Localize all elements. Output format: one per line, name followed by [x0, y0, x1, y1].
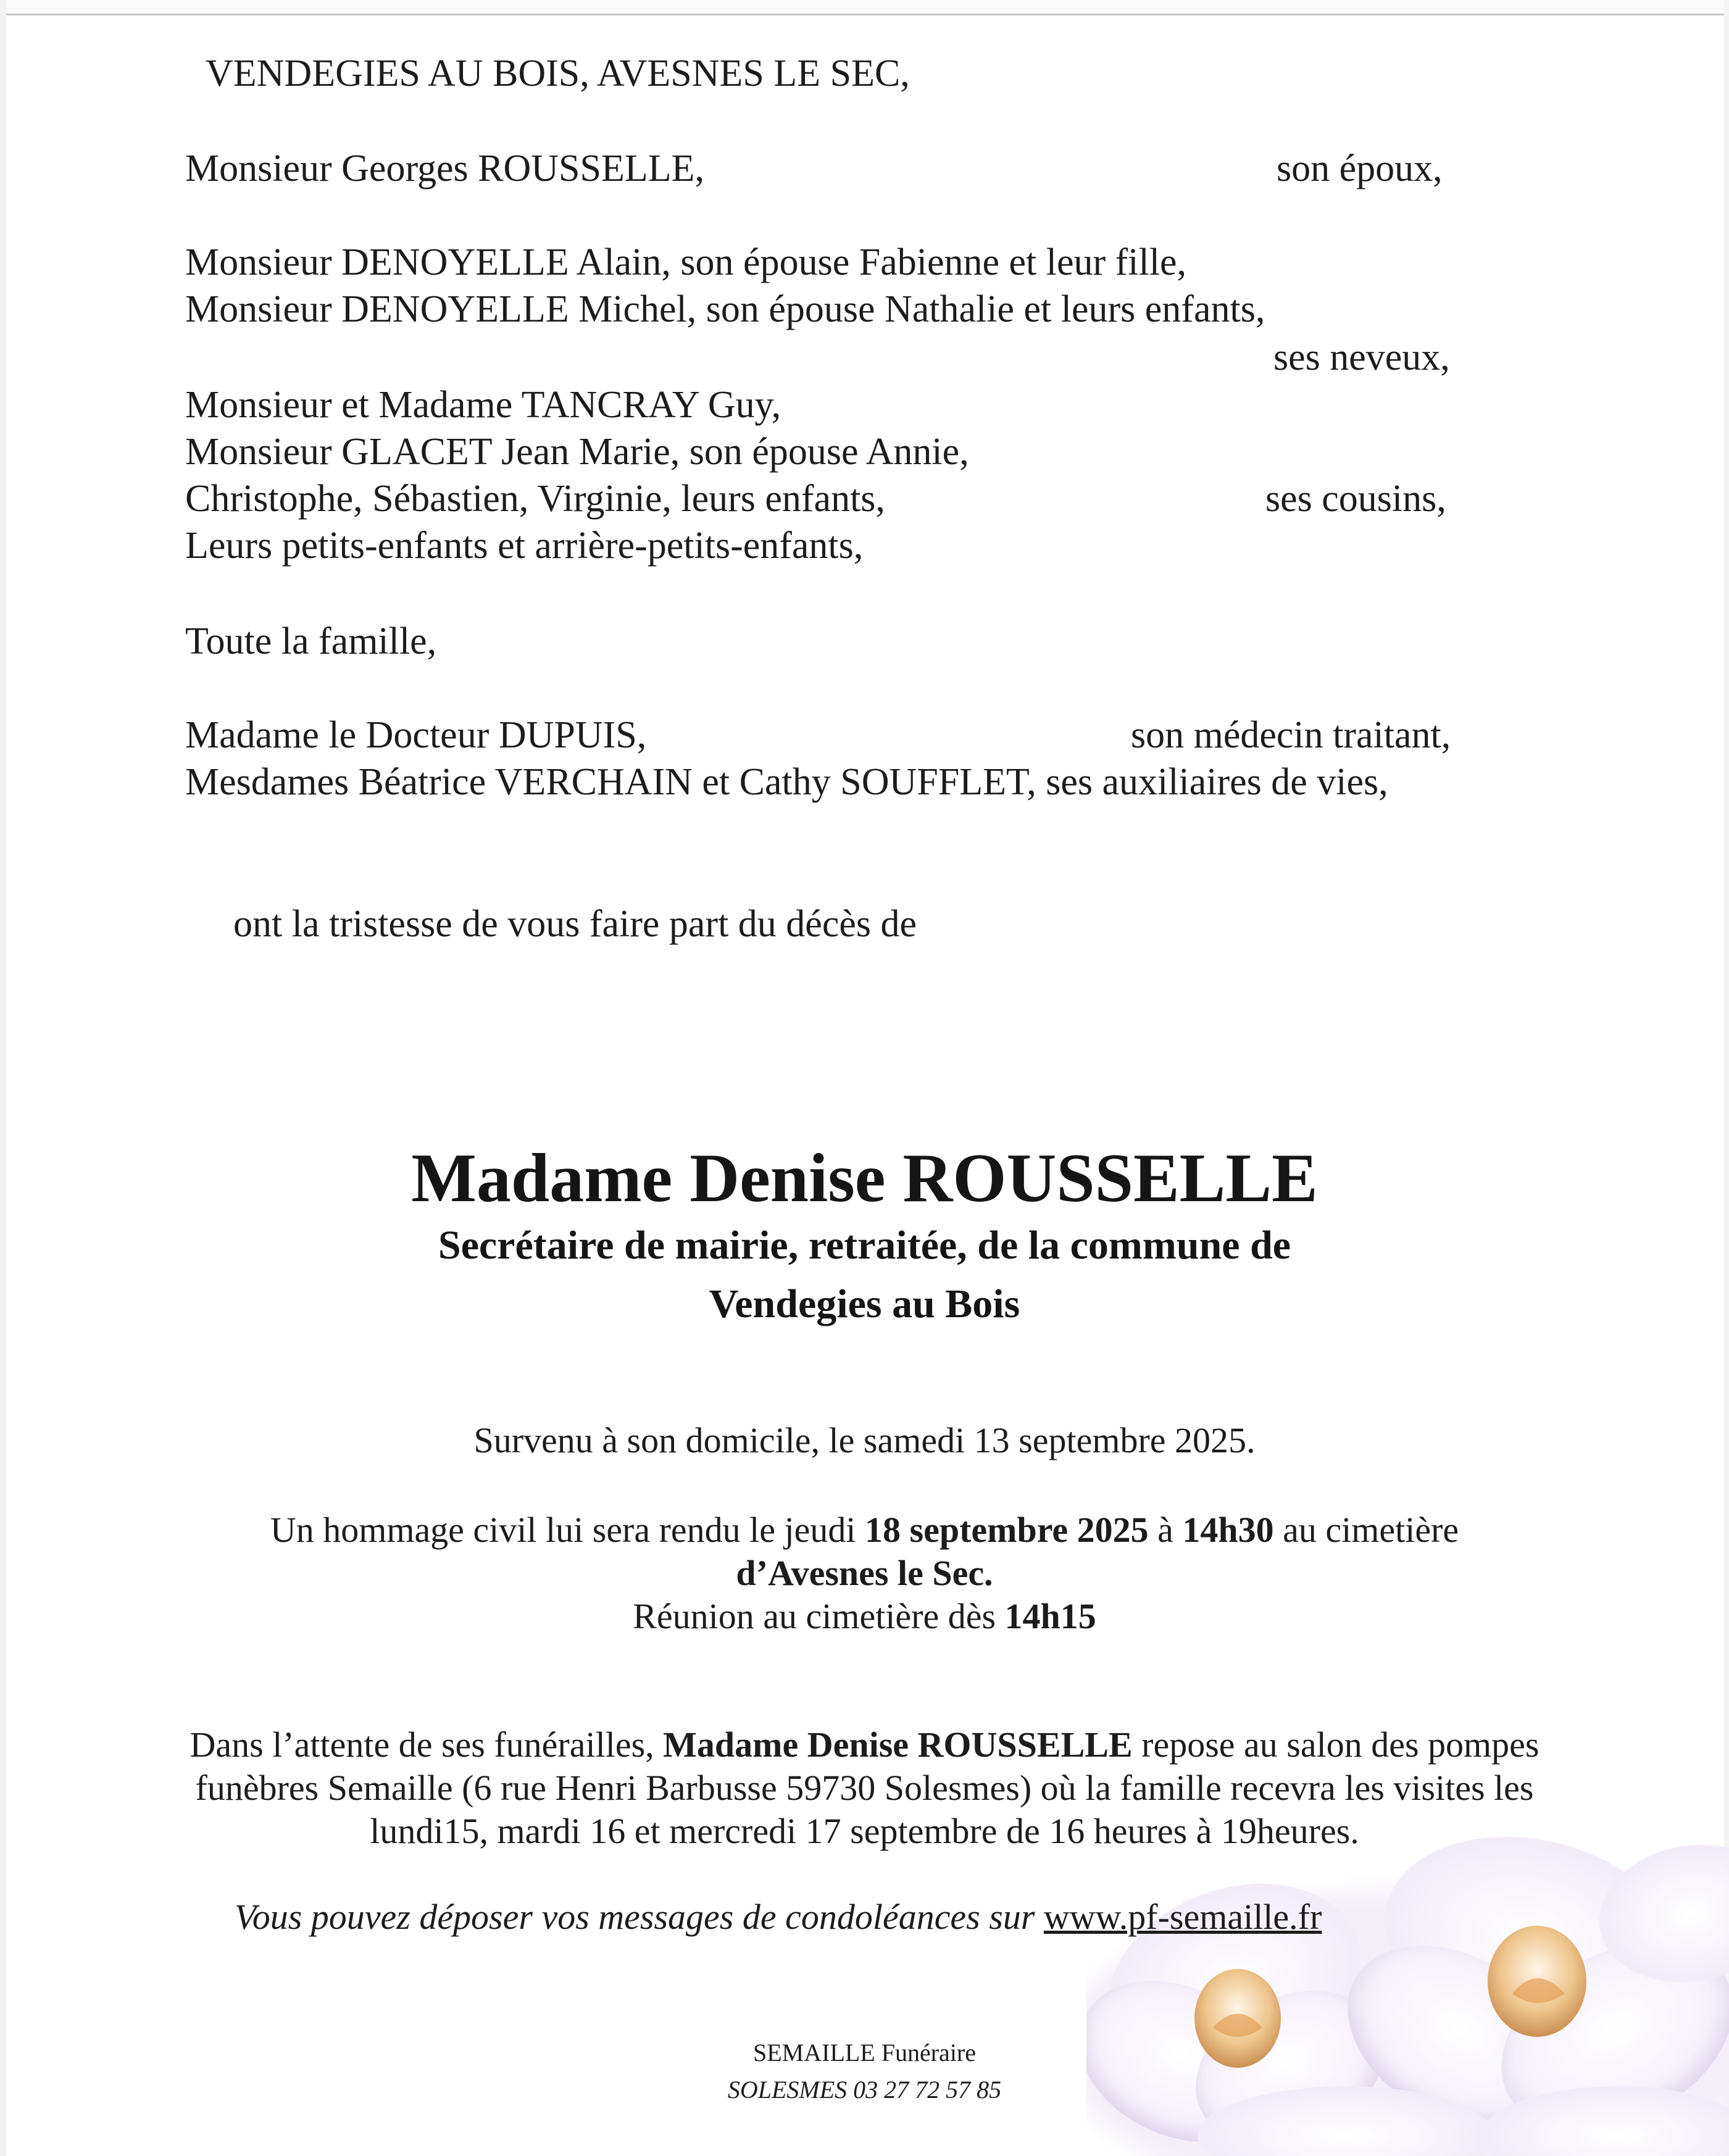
ceremony-time: 14h30 — [1182, 1510, 1274, 1550]
ceremony-text-before: Un hommage civil lui sera rendu le jeudi — [270, 1510, 865, 1550]
condolences-line — [0, 1896, 1556, 1937]
ceremony-text-mid: à — [1148, 1510, 1183, 1550]
rest-text-before: Dans l’attente de ses funérailles, — [190, 1725, 664, 1765]
condolences-link[interactable]: www.pf-semaille.fr — [1043, 1897, 1322, 1937]
scan-left-edge — [0, 0, 6, 2156]
gathering-line — [86, 1596, 1643, 1637]
deceased-title-text-2: Vendegies au Bois — [709, 1281, 1020, 1326]
footer-contact-text: SOLESMES 03 27 72 57 85 — [727, 2076, 1002, 2104]
deceased-title-text-1: Secrétaire de mairie, retraitée, de la commune de — [438, 1223, 1291, 1268]
locality-header: VENDEGIES AU BOIS, AVESNES LE SEC, — [206, 52, 910, 94]
carers-line: Mesdames Béatrice VERCHAIN et Cathy SOUFFLET, ses auxiliaires de vies, — [185, 761, 1388, 803]
ceremony-line — [86, 1509, 1643, 1550]
rest-deceased-name: Madame Denise ROUSSELLE — [663, 1725, 1133, 1765]
spouse-relation: son époux, — [1277, 148, 1443, 189]
ceremony-date: 18 septembre 2025 — [865, 1510, 1149, 1550]
footer-company-text: SEMAILLE Funéraire — [752, 2039, 976, 2067]
scan-top-edge — [0, 0, 1729, 15]
gathering-text: Réunion au cimetière dès — [633, 1596, 1005, 1636]
orchid-flowers — [1086, 1815, 1729, 2156]
ceremony-place: d’Avesnes le Sec. — [736, 1553, 993, 1593]
deceased-title-line-1 — [86, 1222, 1643, 1269]
cousin-line-4: Leurs petits-enfants et arrière-petits-enfants, — [185, 525, 864, 567]
ceremony-place-line — [86, 1552, 1643, 1594]
deceased-title-line-2 — [86, 1281, 1643, 1328]
nephews-relation: ses neveux, — [1273, 336, 1450, 378]
deceased-name — [86, 1139, 1643, 1218]
rest-text-after: repose au salon des pompes — [1132, 1725, 1539, 1765]
rest-text-3: lundi15, mardi 16 et mercredi 17 septembre de 16 heures à 19heures. — [370, 1811, 1359, 1851]
rest-line-1 — [86, 1724, 1643, 1765]
rest-line-2 — [86, 1767, 1643, 1808]
nephew-line-1: Monsieur DENOYELLE Alain, son épouse Fabienne et leur fille, — [185, 241, 1186, 283]
deceased-name-text: Madame Denise ROUSSELLE — [411, 1140, 1318, 1217]
gathering-time: 14h15 — [1004, 1596, 1096, 1636]
cousin-line-3: Christophe, Sébastien, Virginie, leurs enfants, — [185, 478, 885, 520]
death-line — [86, 1420, 1643, 1461]
rest-text-2: funèbres Semaille (6 rue Henri Barbusse 59730 Solesmes) où la famille recevra les visites les — [195, 1768, 1534, 1808]
doctor-relation: son médecin traitant, — [1131, 714, 1451, 756]
whole-family: Toute la famille, — [185, 620, 437, 662]
footer-company — [86, 2038, 1643, 2067]
cousins-relation: ses cousins, — [1265, 478, 1446, 520]
doctor-name: Madame le Docteur DUPUIS, — [185, 714, 647, 756]
cousin-line-1: Monsieur et Madame TANCRAY Guy, — [185, 384, 781, 426]
announcement: ont la tristesse de vous faire part du décès de — [233, 903, 917, 945]
ceremony-text-after: au cimetière — [1273, 1510, 1459, 1550]
cousin-line-2: Monsieur GLACET Jean Marie, son épouse Annie, — [185, 431, 969, 473]
condolences-text: Vous pouvez déposer vos messages de condoléances sur — [234, 1897, 1044, 1937]
footer-contact — [86, 2075, 1643, 2104]
nephew-line-2: Monsieur DENOYELLE Michel, son épouse Nathalie et leurs enfants, — [185, 288, 1265, 330]
spouse-name: Monsieur Georges ROUSSELLE, — [185, 148, 704, 189]
death-text: Survenu à son domicile, le samedi 13 septembre 2025. — [473, 1420, 1256, 1460]
